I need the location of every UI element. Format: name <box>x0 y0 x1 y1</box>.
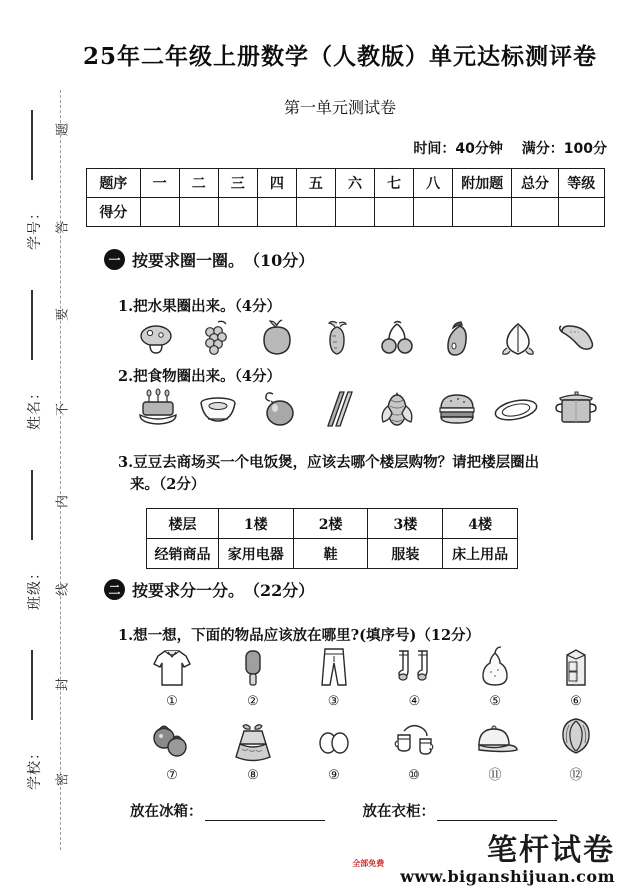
item-index-9: ⑨ <box>328 768 340 783</box>
section-header-2 <box>104 578 314 601</box>
icon-drumstick[interactable] <box>253 388 301 430</box>
blank-wardrobe-input[interactable] <box>437 805 557 821</box>
score-table-col-9: 总分 <box>512 169 558 198</box>
seal-rule-1 <box>31 110 33 180</box>
score-table-col-7: 八 <box>414 169 453 198</box>
goods-cell-4: 床上用品 <box>443 539 518 569</box>
seal-label-class: 班级： <box>27 565 43 610</box>
section-header-1 <box>104 248 314 271</box>
table-row-goods <box>147 539 518 569</box>
item-index-5: ⑤ <box>489 694 502 709</box>
item-index-12: ⑫ <box>569 768 583 783</box>
icon-pot[interactable] <box>552 388 600 430</box>
question-1-1-body: 把水果圈出来。 <box>133 298 235 315</box>
icon-cake[interactable] <box>134 388 182 430</box>
food-icon-row <box>134 388 600 430</box>
score-table-col-10: 等级 <box>558 169 604 198</box>
sorting-items-row-2 <box>148 715 600 783</box>
item-tshirt[interactable] <box>148 645 196 709</box>
section-badge-2: 二 <box>104 579 125 600</box>
watermark-logo <box>352 833 615 886</box>
question-2-1-body: 想一想，下面的物品应该放在哪里?(填序号) <box>133 627 417 644</box>
item-eggs[interactable] <box>310 719 358 783</box>
time-label: 时间：40分钟 <box>413 141 503 157</box>
watermark-brand-wrap <box>352 833 615 868</box>
item-cabbage[interactable] <box>552 715 600 783</box>
question-2-1-number: 1. <box>118 627 134 644</box>
floor-table-rowhead-0: 楼层 <box>147 509 219 539</box>
icon-eggplant[interactable] <box>435 318 479 358</box>
seal-char-5: 线 <box>55 583 71 597</box>
item-index-1: ① <box>166 694 178 709</box>
score-cell-4[interactable] <box>296 198 335 227</box>
score-cell-7[interactable] <box>414 198 453 227</box>
blank-wardrobe-label: 放在衣柜： <box>362 803 435 820</box>
seal-label-name: 姓名： <box>27 385 43 430</box>
question-1-1-number: 1. <box>118 298 134 315</box>
question-1-1-points: （4分） <box>234 298 281 315</box>
exam-meta <box>399 138 607 158</box>
section-title-2: 按要求分一分。 <box>132 581 245 600</box>
score-cell-10[interactable] <box>558 198 604 227</box>
goods-cell-1: 家用电器 <box>218 539 293 569</box>
icon-grapes[interactable] <box>194 318 238 358</box>
score-cell-8[interactable] <box>453 198 512 227</box>
floor-cell-4[interactable]: 4楼 <box>443 509 518 539</box>
floor-cell-2[interactable]: 2楼 <box>293 509 368 539</box>
score-table-col-1: 二 <box>179 169 218 198</box>
item-pear[interactable] <box>471 645 519 709</box>
blank-fridge-input[interactable] <box>205 805 325 821</box>
section-title-1: 按要求圈一圈。 <box>132 251 245 270</box>
floor-table <box>146 508 518 569</box>
score-table-col-6: 七 <box>375 169 414 198</box>
item-yogurt[interactable] <box>552 645 600 709</box>
seal-label-student-id: 学号： <box>27 205 43 250</box>
floor-table-rowhead-1: 经销商品 <box>147 539 219 569</box>
floor-cell-1[interactable]: 1楼 <box>218 509 293 539</box>
seal-char-6: 封 <box>55 678 71 692</box>
score-table-rowhead-1: 得分 <box>87 198 141 227</box>
seal-char-4: 内 <box>55 495 71 509</box>
score-cell-2[interactable] <box>218 198 257 227</box>
item-skirt[interactable] <box>228 719 278 783</box>
icon-apple[interactable] <box>255 318 299 358</box>
item-index-4: ④ <box>408 694 421 709</box>
page-subtitle: 第一单元测试卷 <box>283 98 396 117</box>
goods-cell-2: 鞋 <box>293 539 368 569</box>
score-cell-3[interactable] <box>257 198 296 227</box>
question-1-2-text <box>118 366 281 388</box>
question-1-3-number: 3. <box>118 454 134 471</box>
watermark-url: www.biganshijuan.com <box>400 867 615 886</box>
seal-rule-4 <box>31 650 33 720</box>
question-1-3-text-line2 <box>130 474 205 496</box>
item-index-11: ⑪ <box>488 768 502 783</box>
item-tomatoes[interactable] <box>148 719 196 783</box>
table-row-floors <box>147 509 518 539</box>
icon-cherries[interactable] <box>375 318 419 358</box>
item-popsicle[interactable] <box>229 645 277 709</box>
table-row-header <box>87 169 605 198</box>
fruit-icon-row <box>134 318 600 358</box>
icon-carrot[interactable] <box>315 318 359 358</box>
seal-char-2: 要 <box>55 308 71 322</box>
icon-chili[interactable] <box>556 318 600 358</box>
icon-peach[interactable] <box>496 318 540 358</box>
icon-chopsticks[interactable] <box>313 388 361 430</box>
total-score-label: 满分：100分 <box>521 141 607 157</box>
score-cell-9[interactable] <box>512 198 558 227</box>
floor-cell-3[interactable]: 3楼 <box>368 509 443 539</box>
blank-gap <box>325 800 363 821</box>
score-table-col-4: 五 <box>296 169 335 198</box>
watermark-free-badge: 全部免费 <box>352 859 385 868</box>
answer-blank-row <box>130 800 600 821</box>
icon-corn[interactable] <box>373 388 421 430</box>
sorting-items-row-1 <box>148 645 600 709</box>
item-cap[interactable] <box>470 715 520 783</box>
item-index-7: ⑦ <box>166 768 178 783</box>
table-row-scores <box>87 198 605 227</box>
score-cell-6[interactable] <box>375 198 414 227</box>
icon-mushroom[interactable] <box>134 318 178 358</box>
score-table <box>86 168 605 227</box>
icon-rice-bowl[interactable] <box>194 388 242 430</box>
page-title: 25年二年级上册数学（人教版）单元达标测评卷 <box>82 43 597 70</box>
question-1-3-points: （2分） <box>159 476 206 493</box>
section-points-1: （10分） <box>244 251 315 270</box>
blank-fridge-label: 放在冰箱： <box>130 803 203 820</box>
question-1-2-number: 2. <box>118 368 134 385</box>
score-table-col-0: 一 <box>140 169 179 198</box>
question-1-3-line2: 来。 <box>130 476 159 493</box>
section-points-2: （22分） <box>244 581 315 600</box>
score-cell-1[interactable] <box>179 198 218 227</box>
item-index-10: ⑩ <box>408 768 420 783</box>
seal-rule-2 <box>31 290 33 360</box>
watermark-brand: 笔杆试卷 <box>487 833 615 868</box>
item-index-6: ⑥ <box>570 694 582 709</box>
score-cell-5[interactable] <box>335 198 374 227</box>
score-table-col-5: 六 <box>335 169 374 198</box>
question-1-2-body: 把食物圈出来。 <box>133 368 235 385</box>
score-table-col-8: 附加题 <box>453 169 512 198</box>
item-mittens[interactable] <box>390 719 438 783</box>
item-index-8: ⑧ <box>247 768 259 783</box>
icon-hamburger[interactable] <box>433 388 481 430</box>
item-index-3: ③ <box>327 694 340 709</box>
score-table-col-2: 三 <box>218 169 257 198</box>
seal-dashed-line <box>60 90 61 850</box>
seal-rule-3 <box>31 470 33 540</box>
question-1-3-line1: 豆豆去商场买一个电饭煲，应该去哪个楼层购物？请把楼层圈出 <box>133 454 540 471</box>
seal-char-7: 密 <box>55 773 71 787</box>
item-socks[interactable] <box>390 645 438 709</box>
icon-plate[interactable] <box>492 388 540 430</box>
score-table-col-3: 四 <box>257 169 296 198</box>
blank-wardrobe <box>363 800 558 821</box>
question-1-1-text <box>118 296 281 318</box>
seal-char-1: 答 <box>55 221 71 235</box>
blank-fridge <box>130 800 325 821</box>
seal-margin <box>0 0 90 894</box>
score-cell-0[interactable] <box>140 198 179 227</box>
score-table-rowhead-0: 题序 <box>87 169 141 198</box>
seal-char-0: 题 <box>55 123 71 137</box>
item-pants[interactable] <box>310 645 358 709</box>
item-index-2: ② <box>246 694 259 709</box>
section-badge-1: 一 <box>104 249 125 270</box>
seal-label-school: 学校： <box>27 745 43 790</box>
question-2-1-points: （12分） <box>416 627 481 644</box>
question-1-3-text <box>118 452 598 474</box>
goods-cell-3: 服装 <box>368 539 443 569</box>
seal-char-3: 不 <box>55 403 71 417</box>
question-1-2-points: （4分） <box>234 368 281 385</box>
